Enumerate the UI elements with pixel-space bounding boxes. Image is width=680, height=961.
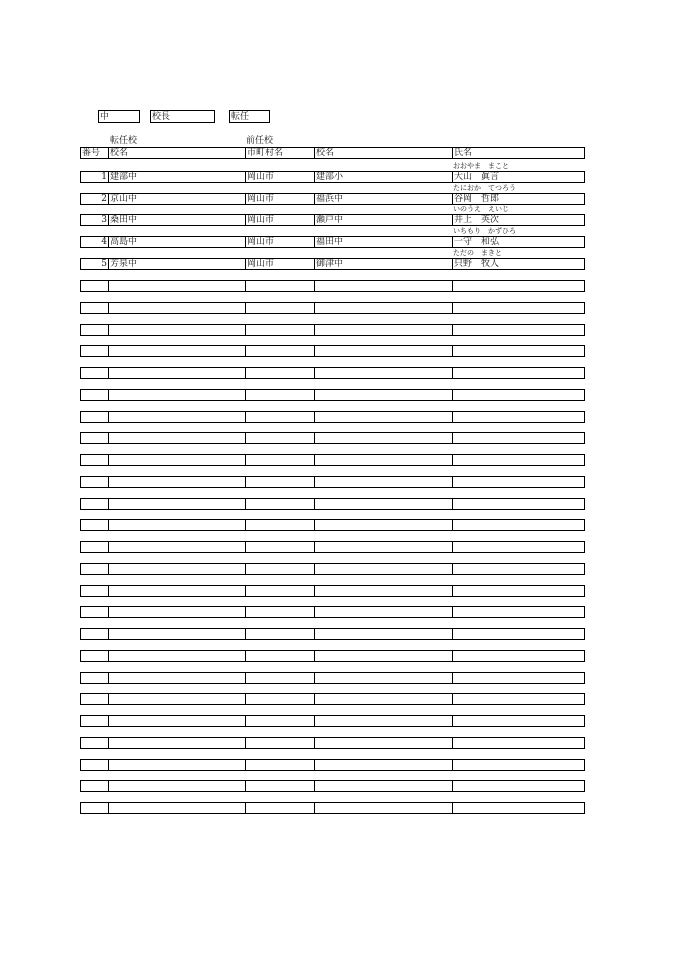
empty-cell (314, 499, 452, 509)
empty-cell (81, 346, 108, 356)
empty-cell (314, 716, 452, 726)
header-number: 番号 (82, 148, 101, 158)
empty-cell (452, 760, 584, 770)
empty-table-row (80, 759, 585, 771)
empty-cell (81, 520, 108, 530)
empty-cell (108, 520, 245, 530)
row-number: 5 (101, 259, 107, 269)
prev-school-name: 建部小 (314, 172, 452, 182)
empty-cell (108, 781, 245, 791)
empty-cell (108, 586, 245, 596)
furigana: おおやま まこと (453, 162, 509, 170)
empty-cell (108, 499, 245, 509)
furigana: ただの まきと (453, 249, 502, 257)
empty-table-row (80, 454, 585, 466)
empty-table-row (80, 280, 585, 292)
empty-cell (245, 803, 314, 813)
municipality: 岡山市 (245, 215, 314, 225)
empty-cell (314, 738, 452, 748)
empty-cell (81, 716, 108, 726)
empty-cell (81, 390, 108, 400)
empty-cell (314, 325, 452, 335)
empty-cell (245, 607, 314, 617)
empty-cell (245, 629, 314, 639)
header-school-name: 校名 (108, 148, 245, 158)
school-name: 京山中 (108, 194, 245, 204)
empty-cell (245, 586, 314, 596)
empty-cell (245, 303, 314, 313)
action-field[interactable] (229, 110, 270, 123)
municipality: 岡山市 (245, 237, 314, 247)
full-name: 大山 眞言 (452, 172, 584, 182)
empty-cell (108, 390, 245, 400)
empty-cell (108, 760, 245, 770)
prev-school-name: 福田中 (314, 237, 452, 247)
school-type-field[interactable] (98, 110, 140, 123)
empty-cell (314, 781, 452, 791)
empty-cell (314, 412, 452, 422)
empty-cell (245, 455, 314, 465)
empty-cell (245, 760, 314, 770)
empty-cell (314, 433, 452, 443)
empty-cell (245, 368, 314, 378)
position-field[interactable] (150, 110, 215, 123)
empty-cell (108, 477, 245, 487)
empty-cell (81, 303, 108, 313)
empty-cell (452, 803, 584, 813)
table-row (80, 236, 585, 248)
empty-cell (245, 542, 314, 552)
empty-cell (81, 781, 108, 791)
empty-cell (108, 303, 245, 313)
empty-cell (452, 564, 584, 574)
empty-table-row (80, 367, 585, 379)
empty-table-row (80, 324, 585, 336)
empty-cell (108, 368, 245, 378)
empty-cell (452, 390, 584, 400)
empty-cell (452, 651, 584, 661)
empty-table-row (80, 563, 585, 575)
empty-cell (314, 607, 452, 617)
empty-cell (81, 455, 108, 465)
empty-cell (245, 673, 314, 683)
furigana: たにおか てつろう (453, 184, 516, 192)
empty-table-row (80, 585, 585, 597)
empty-cell (108, 281, 245, 291)
empty-cell (81, 412, 108, 422)
empty-cell (108, 803, 245, 813)
empty-cell (81, 499, 108, 509)
empty-cell (108, 542, 245, 552)
empty-cell (81, 651, 108, 661)
header-full-name: 氏名 (452, 148, 584, 158)
empty-cell (452, 281, 584, 291)
empty-cell (452, 433, 584, 443)
full-name: 一守 和弘 (452, 237, 584, 247)
empty-cell (245, 694, 314, 704)
empty-cell (314, 651, 452, 661)
row-number: 3 (101, 215, 107, 225)
empty-table-row (80, 476, 585, 488)
table-row (80, 258, 585, 270)
empty-cell (245, 499, 314, 509)
empty-cell (108, 738, 245, 748)
empty-cell (245, 390, 314, 400)
row-number: 4 (101, 237, 107, 247)
empty-cell (108, 673, 245, 683)
empty-table-row (80, 737, 585, 749)
row-number: 1 (101, 172, 107, 182)
school-name: 建部中 (108, 172, 245, 182)
empty-cell (245, 651, 314, 661)
empty-cell (245, 716, 314, 726)
prev-school-name: 福浜中 (314, 194, 452, 204)
prev-school-name: 御津中 (314, 259, 452, 269)
empty-cell (245, 520, 314, 530)
empty-cell (314, 368, 452, 378)
empty-table-row (80, 606, 585, 618)
empty-table-row (80, 780, 585, 792)
furigana: いのうえ えいじ (453, 205, 509, 213)
full-name: 井上 英次 (452, 215, 584, 225)
empty-cell (81, 564, 108, 574)
empty-cell (314, 694, 452, 704)
empty-cell (452, 629, 584, 639)
empty-cell (81, 694, 108, 704)
empty-cell (314, 346, 452, 356)
empty-table-row (80, 672, 585, 684)
empty-cell (245, 433, 314, 443)
empty-cell (81, 629, 108, 639)
empty-cell (81, 803, 108, 813)
empty-cell (81, 325, 108, 335)
school-name: 高島中 (108, 237, 245, 247)
empty-cell (108, 629, 245, 639)
empty-cell (314, 629, 452, 639)
empty-table-row (80, 802, 585, 814)
empty-cell (108, 694, 245, 704)
header-municipality: 市町村名 (245, 148, 314, 158)
empty-cell (81, 477, 108, 487)
full-name: 谷岡 哲郎 (452, 194, 584, 204)
furigana: いちもり かずひろ (453, 227, 516, 235)
empty-cell (245, 781, 314, 791)
empty-table-row (80, 628, 585, 640)
empty-cell (314, 303, 452, 313)
table-row (80, 214, 585, 226)
empty-table-row (80, 302, 585, 314)
empty-cell (81, 607, 108, 617)
empty-cell (108, 346, 245, 356)
empty-cell (108, 564, 245, 574)
empty-cell (81, 738, 108, 748)
empty-cell (108, 455, 245, 465)
empty-cell (314, 586, 452, 596)
empty-cell (245, 281, 314, 291)
empty-cell (108, 433, 245, 443)
position-value: 校長 (152, 112, 171, 122)
full-name: 只野 牧人 (452, 259, 584, 269)
header-prev-school-name: 校名 (314, 148, 452, 158)
municipality: 岡山市 (245, 194, 314, 204)
empty-cell (245, 564, 314, 574)
empty-cell (108, 412, 245, 422)
empty-cell (452, 607, 584, 617)
empty-cell (452, 346, 584, 356)
empty-table-row (80, 650, 585, 662)
empty-cell (452, 716, 584, 726)
school-name: 芳泉中 (108, 259, 245, 269)
empty-cell (314, 281, 452, 291)
empty-cell (314, 542, 452, 552)
empty-cell (452, 455, 584, 465)
empty-table-row (80, 498, 585, 510)
empty-cell (452, 325, 584, 335)
empty-cell (314, 477, 452, 487)
empty-cell (314, 564, 452, 574)
empty-cell (452, 520, 584, 530)
empty-cell (245, 346, 314, 356)
empty-cell (81, 433, 108, 443)
empty-cell (81, 281, 108, 291)
empty-cell (314, 390, 452, 400)
empty-table-row (80, 693, 585, 705)
empty-cell (81, 760, 108, 770)
empty-cell (452, 412, 584, 422)
table-row (80, 193, 585, 205)
school-type-value: 中 (100, 112, 110, 122)
empty-cell (245, 738, 314, 748)
empty-cell (452, 499, 584, 509)
empty-cell (452, 477, 584, 487)
empty-cell (108, 716, 245, 726)
previous-school-group-label: 前任校 (246, 136, 274, 146)
empty-cell (314, 803, 452, 813)
empty-table-row (80, 411, 585, 423)
empty-cell (314, 455, 452, 465)
empty-cell (81, 673, 108, 683)
empty-cell (452, 738, 584, 748)
empty-cell (452, 673, 584, 683)
empty-cell (108, 651, 245, 661)
empty-cell (245, 325, 314, 335)
transfer-school-group-label: 転任校 (110, 136, 138, 146)
empty-cell (314, 673, 452, 683)
empty-cell (245, 477, 314, 487)
empty-cell (452, 694, 584, 704)
empty-cell (314, 760, 452, 770)
empty-table-row (80, 715, 585, 727)
empty-cell (452, 781, 584, 791)
empty-cell (452, 368, 584, 378)
empty-table-row (80, 389, 585, 401)
table-row (80, 171, 585, 183)
school-name: 桑田中 (108, 215, 245, 225)
empty-table-row (80, 345, 585, 357)
empty-table-row (80, 519, 585, 531)
empty-cell (81, 542, 108, 552)
empty-table-row (80, 541, 585, 553)
empty-cell (452, 586, 584, 596)
empty-cell (81, 368, 108, 378)
empty-cell (452, 542, 584, 552)
empty-cell (452, 303, 584, 313)
empty-table-row (80, 432, 585, 444)
row-number: 2 (101, 194, 107, 204)
empty-cell (108, 325, 245, 335)
prev-school-name: 瀬戸中 (314, 215, 452, 225)
empty-cell (245, 412, 314, 422)
empty-cell (81, 586, 108, 596)
table-header-row (80, 147, 585, 159)
empty-cell (108, 607, 245, 617)
municipality: 岡山市 (245, 259, 314, 269)
empty-cell (314, 520, 452, 530)
municipality: 岡山市 (245, 172, 314, 182)
action-value: 転任 (231, 112, 250, 122)
